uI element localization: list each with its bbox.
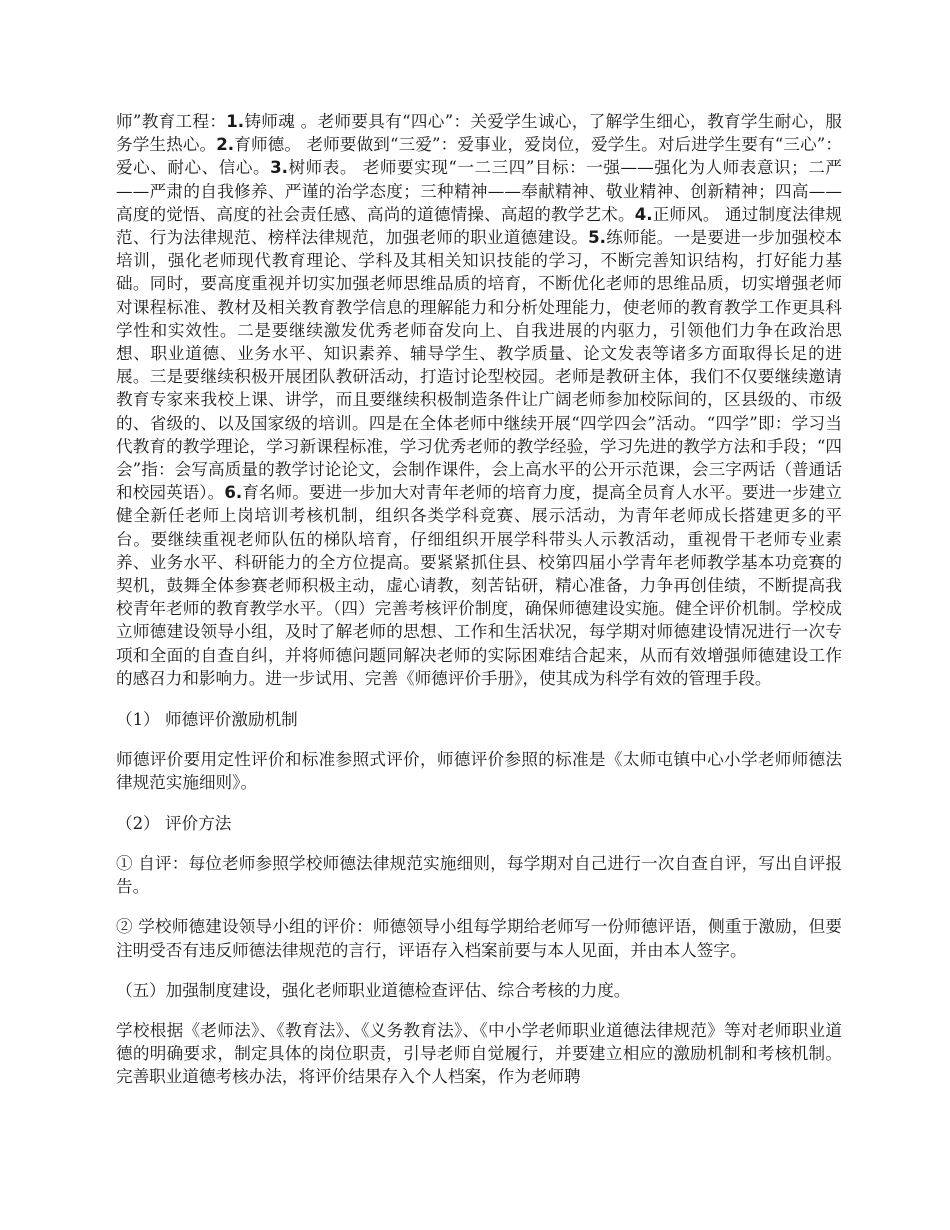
- item-number: 6.: [224, 483, 243, 503]
- paragraph-evaluation-standard: 师德评价要用定性评价和标准参照式评价，师德评价参照的标准是《太师屯镇中心小学老师师德法律规范实施细则》。: [116, 750, 842, 793]
- text-segment: 练师能。一是要进一步加强校本培训，强化老师现代教育理论、学科及其相关知识技能的学习，不断完善知识结构，打好能力基础。同时，要高度重视并切实加强老师思维品质的培育，不断优化老师的思维品质，切实增强老师对课程标准、教材及相关教育教学信息的理解能力和分析处理能力，使老师的教育教学工作更具科学性和实效性。二是要继续激发优秀老师奋发向上、自我进展的内驱力，引领他们力争在政治思想、职业道德、业务水平、知识素养、辅导学生、教学质量、论文发表等诸多方面取得长足的进展。三是要继续积极开展团队教研活动，打造讨论型校园。老师是教研主体，我们不仅要继续邀请教育专家来我校上课、讲学，而且要继续积极制造条件让广阔老师参加校际间的，区县级的、市级的、省级的、以及国家级的培训。四是在全体老师中继续开展“四学四会”活动。“四学”即：学习当代教育的教学理论，学习新课程标准，学习优秀老师的教学经验，学习先进的教学方法和手段；“四会”指：会写高质量的教学讨论论文，会制作课件，会上高水平的公开示范课，会三字两话（普通话和校园英语）。: [116, 228, 842, 503]
- section-heading-incentive: （1） 师德评价激励机制: [116, 710, 298, 730]
- document-page: [116, 110, 842, 1106]
- paragraph-teacher-ethics-project: [116, 110, 842, 690]
- item-number: 5.: [588, 228, 606, 248]
- text-segment: 树师表。 老师要实现“一二三四”目标：一强——强化为人师表意识；二严——严肃的自我修养、严谨的治学态度；三种精神——奉献精神、敬业精神、创新精神；四高——高度的觉悟、高度的社会责任感、高尚的道德情操、高超的教学艺术。: [116, 158, 842, 224]
- item-number: 4.: [634, 204, 653, 224]
- item-number: 1.: [226, 112, 245, 131]
- item-number: 3.: [270, 158, 288, 178]
- text-segment: 育师德。 老师要做到“三爱”：爱事业，爱岗位，爱学生。对后进学生要有“三心”：爱心、耐心、信心。: [116, 135, 843, 178]
- text-segment: 师”教育工程：: [116, 112, 227, 131]
- item-number: 2.: [216, 135, 235, 155]
- paragraph-regulations: 学校根据《老师法》、《教育法》、《义务教育法》、《中小学老师职业道德法律规范》等对老师职业道德的明确要求，制定具体的岗位职责，引导老师自觉履行，并要建立相应的激励机制和考核机制。完善职业道德考核办法，将评价结果存入个人档案，作为老师聘: [116, 1020, 842, 1087]
- text-segment: 铸师魂 。老师要具有“四心”：关爱学生诚心，了解学生细心，教育学生耐心，服务学生热心。: [116, 112, 842, 155]
- paragraph-self-evaluation: ① 自评：每位老师参照学校师德法律规范实施细则，每学期对自己进行一次自查自评，写出自评报告。: [116, 853, 842, 897]
- text-segment: 正师风。 通过制度法律规范、行为法律规范、榜样法律规范，加强老师的职业道德建设。: [116, 204, 843, 248]
- paragraph-group-evaluation: ② 学校师德建设领导小组的评价：师德领导小组每学期给老师写一份师德评语，侧重于激励，但要注明受否有违反师德法律规范的言行，评语存入档案前要与本人见面，并由本人签字。: [116, 917, 842, 960]
- text-segment: 育名师。要进一步加大对青年老师的培育力度，提高全员育人水平。要进一步建立健全新任老师上岗培训考核机制，组织各类学科竞赛、展示活动，为青年老师成长搭建更多的平台。要继续重视老师队伍的梯队培育，仔细组织开展学科带头人示教活动，重视骨干老师专业素养、业务水平、科研能力的全方位提高。要紧紧抓住县、校第四届小学青年老师教学基本功竞赛的契机，鼓舞全体参赛老师积极主动，虚心请教，刻苦钻研，精心准备，力争再创佳绩，不断提高我校青年老师的教育教学水平。（四）完善考核评价制度，确保师德建设实施。健全评价机制。学校成立师德建设领导小组，及时了解老师的思想、工作和生活状况，每学期对师德建设情况进行一次专项和全面的自查自纠，并将师德问题同解决老师的实际困难结合起来，从而有效增强师德建设工作的感召力和影响力。进一步试用、完善《师德评价手册》，使其成为科学有效的管理手段。: [116, 483, 843, 688]
- section-heading-system-building: （五）加强制度建设，强化老师职业道德检查评估、综合考核的力度。: [116, 980, 631, 1000]
- section-heading-methods: （2） 评价方法: [116, 813, 232, 833]
